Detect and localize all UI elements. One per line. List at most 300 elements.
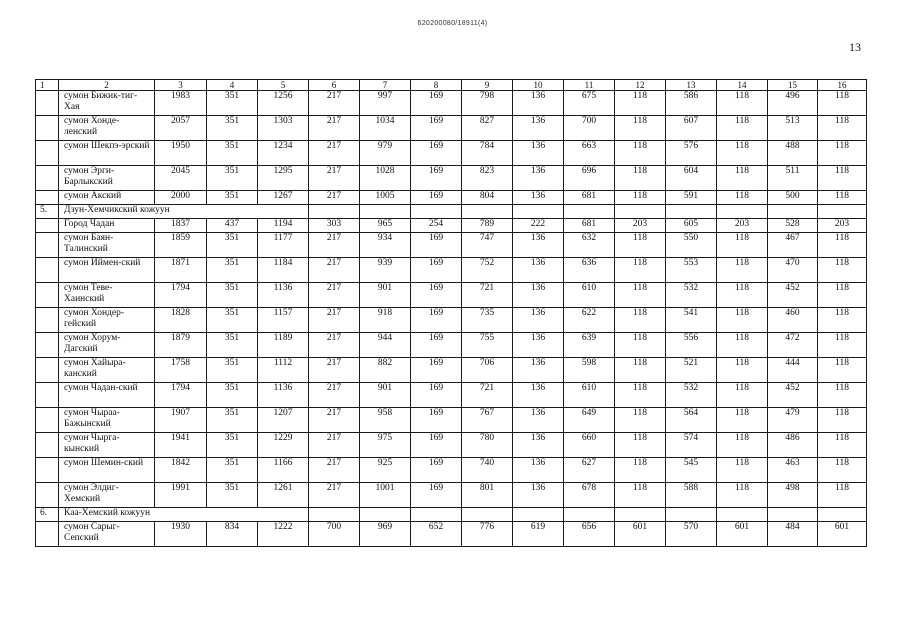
value-cell: 169 <box>411 358 462 383</box>
value-cell: 939 <box>360 258 411 283</box>
value-cell: 169 <box>411 383 462 408</box>
empty-cell <box>615 508 666 522</box>
empty-cell <box>462 205 513 219</box>
value-cell: 574 <box>666 433 717 458</box>
value-cell: 1194 <box>258 219 309 233</box>
table-row <box>36 483 867 508</box>
value-cell: 752 <box>462 258 513 283</box>
empty-cell <box>309 508 360 522</box>
value-cell: 541 <box>666 308 717 333</box>
value-cell: 1758 <box>155 358 207 383</box>
table-row <box>36 383 867 408</box>
value-cell: 678 <box>564 483 615 508</box>
value-cell: 118 <box>717 91 768 116</box>
value-cell: 118 <box>818 191 867 205</box>
column-header: 14 <box>717 80 768 91</box>
value-cell: 1112 <box>258 358 309 383</box>
table-row <box>36 191 867 205</box>
value-cell: 901 <box>360 383 411 408</box>
column-header: 1 <box>36 80 59 91</box>
row-index-cell <box>36 191 59 205</box>
value-cell: 1950 <box>155 141 207 166</box>
value-cell: 118 <box>717 308 768 333</box>
value-cell: 217 <box>309 358 360 383</box>
value-cell: 1941 <box>155 433 207 458</box>
value-cell: 136 <box>513 166 564 191</box>
value-cell: 660 <box>564 433 615 458</box>
value-cell: 217 <box>309 308 360 333</box>
value-cell: 118 <box>717 141 768 166</box>
value-cell: 706 <box>462 358 513 383</box>
value-cell: 136 <box>513 141 564 166</box>
value-cell: 1859 <box>155 233 207 258</box>
value-cell: 169 <box>411 233 462 258</box>
value-cell: 649 <box>564 408 615 433</box>
value-cell: 588 <box>666 483 717 508</box>
value-cell: 1842 <box>155 458 207 483</box>
value-cell: 675 <box>564 91 615 116</box>
municipality-name: сумон Хонде-ленский <box>59 116 155 141</box>
value-cell: 601 <box>615 522 666 547</box>
value-cell: 351 <box>207 283 258 308</box>
value-cell: 136 <box>513 408 564 433</box>
value-cell: 1136 <box>258 383 309 408</box>
value-cell: 1034 <box>360 116 411 141</box>
row-index-cell <box>36 408 59 433</box>
value-cell: 118 <box>615 91 666 116</box>
value-cell: 545 <box>666 458 717 483</box>
empty-cell <box>360 508 411 522</box>
row-index-cell <box>36 308 59 333</box>
value-cell: 827 <box>462 116 513 141</box>
empty-cell <box>818 508 867 522</box>
header-row <box>36 80 867 91</box>
value-cell: 532 <box>666 383 717 408</box>
value-cell: 1261 <box>258 483 309 508</box>
empty-cell <box>360 205 411 219</box>
row-index-cell <box>36 91 59 116</box>
table-row <box>36 458 867 483</box>
value-cell: 136 <box>513 458 564 483</box>
table-row <box>36 258 867 283</box>
value-cell: 217 <box>309 258 360 283</box>
value-cell: 118 <box>615 483 666 508</box>
value-cell: 636 <box>564 258 615 283</box>
value-cell: 169 <box>411 191 462 205</box>
value-cell: 2000 <box>155 191 207 205</box>
column-header: 13 <box>666 80 717 91</box>
value-cell: 351 <box>207 233 258 258</box>
value-cell: 1005 <box>360 191 411 205</box>
municipality-name: сумон Иймен-ский <box>59 258 155 283</box>
value-cell: 934 <box>360 233 411 258</box>
value-cell: 958 <box>360 408 411 433</box>
empty-cell <box>818 205 867 219</box>
value-cell: 118 <box>818 408 867 433</box>
value-cell: 217 <box>309 333 360 358</box>
value-cell: 619 <box>513 522 564 547</box>
municipality-name: сумон Хондер-гейский <box>59 308 155 333</box>
value-cell: 118 <box>615 358 666 383</box>
value-cell: 500 <box>768 191 818 205</box>
value-cell: 136 <box>513 483 564 508</box>
table-row <box>36 116 867 141</box>
value-cell: 351 <box>207 433 258 458</box>
empty-cell <box>717 205 768 219</box>
empty-cell <box>564 205 615 219</box>
value-cell: 1794 <box>155 283 207 308</box>
empty-cell <box>717 508 768 522</box>
value-cell: 1267 <box>258 191 309 205</box>
empty-cell <box>615 205 666 219</box>
value-cell: 622 <box>564 308 615 333</box>
table-row <box>36 166 867 191</box>
municipality-name: сумон Эрги-Барлыкский <box>59 166 155 191</box>
value-cell: 118 <box>615 333 666 358</box>
value-cell: 513 <box>768 116 818 141</box>
empty-cell <box>411 205 462 219</box>
municipality-name: сумон Акский <box>59 191 155 205</box>
value-cell: 118 <box>717 116 768 141</box>
value-cell: 118 <box>717 483 768 508</box>
value-cell: 632 <box>564 233 615 258</box>
value-cell: 351 <box>207 141 258 166</box>
value-cell: 118 <box>717 408 768 433</box>
column-header: 10 <box>513 80 564 91</box>
section-index: 6. <box>36 508 59 522</box>
value-cell: 601 <box>717 522 768 547</box>
value-cell: 901 <box>360 283 411 308</box>
value-cell: 528 <box>768 219 818 233</box>
value-cell: 498 <box>768 483 818 508</box>
value-cell: 136 <box>513 233 564 258</box>
value-cell: 169 <box>411 91 462 116</box>
value-cell: 556 <box>666 333 717 358</box>
value-cell: 965 <box>360 219 411 233</box>
value-cell: 882 <box>360 358 411 383</box>
value-cell: 169 <box>411 166 462 191</box>
column-header: 2 <box>59 80 155 91</box>
value-cell: 467 <box>768 233 818 258</box>
value-cell: 696 <box>564 166 615 191</box>
municipality-name: сумон Теве-Хаинский <box>59 283 155 308</box>
value-cell: 639 <box>564 333 615 358</box>
value-cell: 118 <box>615 433 666 458</box>
value-cell: 755 <box>462 333 513 358</box>
value-cell: 203 <box>615 219 666 233</box>
municipality-name: сумон Чадан-ский <box>59 383 155 408</box>
municipality-name: сумон Бижик-тиг-Хая <box>59 91 155 116</box>
value-cell: 118 <box>818 116 867 141</box>
row-index-cell <box>36 141 59 166</box>
empty-cell <box>768 508 818 522</box>
value-cell: 700 <box>309 522 360 547</box>
value-cell: 479 <box>768 408 818 433</box>
value-cell: 118 <box>818 433 867 458</box>
row-index-cell <box>36 358 59 383</box>
value-cell: 1837 <box>155 219 207 233</box>
value-cell: 217 <box>309 141 360 166</box>
value-cell: 452 <box>768 383 818 408</box>
value-cell: 351 <box>207 383 258 408</box>
value-cell: 700 <box>564 116 615 141</box>
value-cell: 118 <box>717 333 768 358</box>
column-header: 15 <box>768 80 818 91</box>
value-cell: 735 <box>462 308 513 333</box>
value-cell: 472 <box>768 333 818 358</box>
value-cell: 553 <box>666 258 717 283</box>
value-cell: 607 <box>666 116 717 141</box>
value-cell: 217 <box>309 383 360 408</box>
section-name: Дзун-Хемчикский кожуун <box>59 205 309 219</box>
row-index-cell <box>36 333 59 358</box>
value-cell: 776 <box>462 522 513 547</box>
value-cell: 169 <box>411 116 462 141</box>
column-header: 5 <box>258 80 309 91</box>
value-cell: 610 <box>564 383 615 408</box>
value-cell: 118 <box>818 283 867 308</box>
value-cell: 652 <box>411 522 462 547</box>
value-cell: 118 <box>818 141 867 166</box>
municipality-name: сумон Шемин-ский <box>59 458 155 483</box>
value-cell: 351 <box>207 258 258 283</box>
value-cell: 118 <box>717 458 768 483</box>
row-index-cell <box>36 458 59 483</box>
value-cell: 136 <box>513 283 564 308</box>
table-row <box>36 408 867 433</box>
row-index-cell <box>36 233 59 258</box>
value-cell: 918 <box>360 308 411 333</box>
section-row <box>36 508 867 522</box>
empty-cell <box>411 508 462 522</box>
value-cell: 351 <box>207 191 258 205</box>
value-cell: 2057 <box>155 116 207 141</box>
value-cell: 136 <box>513 258 564 283</box>
value-cell: 169 <box>411 308 462 333</box>
value-cell: 550 <box>666 233 717 258</box>
value-cell: 721 <box>462 383 513 408</box>
value-cell: 780 <box>462 433 513 458</box>
table-row <box>36 219 867 233</box>
value-cell: 303 <box>309 219 360 233</box>
section-name: Каа-Хемский кожуун <box>59 508 309 522</box>
value-cell: 118 <box>615 191 666 205</box>
value-cell: 1028 <box>360 166 411 191</box>
value-cell: 1166 <box>258 458 309 483</box>
empty-cell <box>309 205 360 219</box>
value-cell: 1189 <box>258 333 309 358</box>
value-cell: 598 <box>564 358 615 383</box>
value-cell: 217 <box>309 233 360 258</box>
row-index-cell <box>36 522 59 547</box>
value-cell: 118 <box>717 258 768 283</box>
table-row <box>36 433 867 458</box>
value-cell: 747 <box>462 233 513 258</box>
empty-cell <box>666 508 717 522</box>
value-cell: 1229 <box>258 433 309 458</box>
value-cell: 834 <box>207 522 258 547</box>
value-cell: 1136 <box>258 283 309 308</box>
data-table <box>35 79 867 547</box>
value-cell: 118 <box>615 383 666 408</box>
value-cell: 136 <box>513 383 564 408</box>
empty-cell <box>513 508 564 522</box>
value-cell: 604 <box>666 166 717 191</box>
value-cell: 118 <box>615 258 666 283</box>
value-cell: 610 <box>564 283 615 308</box>
value-cell: 118 <box>818 383 867 408</box>
value-cell: 169 <box>411 408 462 433</box>
value-cell: 169 <box>411 258 462 283</box>
municipality-name: Город Чадан <box>59 219 155 233</box>
value-cell: 351 <box>207 91 258 116</box>
value-cell: 1234 <box>258 141 309 166</box>
value-cell: 969 <box>360 522 411 547</box>
value-cell: 570 <box>666 522 717 547</box>
value-cell: 118 <box>615 141 666 166</box>
section-index: 5. <box>36 205 59 219</box>
column-header: 8 <box>411 80 462 91</box>
value-cell: 169 <box>411 458 462 483</box>
value-cell: 118 <box>615 458 666 483</box>
value-cell: 118 <box>615 408 666 433</box>
value-cell: 1983 <box>155 91 207 116</box>
value-cell: 564 <box>666 408 717 433</box>
empty-cell <box>768 205 818 219</box>
value-cell: 217 <box>309 116 360 141</box>
value-cell: 118 <box>615 166 666 191</box>
value-cell: 767 <box>462 408 513 433</box>
value-cell: 351 <box>207 358 258 383</box>
value-cell: 1828 <box>155 308 207 333</box>
value-cell: 118 <box>615 308 666 333</box>
column-header: 11 <box>564 80 615 91</box>
value-cell: 118 <box>818 458 867 483</box>
value-cell: 975 <box>360 433 411 458</box>
table-row <box>36 308 867 333</box>
value-cell: 118 <box>818 166 867 191</box>
value-cell: 460 <box>768 308 818 333</box>
value-cell: 804 <box>462 191 513 205</box>
column-header: 4 <box>207 80 258 91</box>
value-cell: 663 <box>564 141 615 166</box>
value-cell: 118 <box>717 433 768 458</box>
municipality-name: сумон Чырга-кынский <box>59 433 155 458</box>
value-cell: 627 <box>564 458 615 483</box>
value-cell: 136 <box>513 358 564 383</box>
value-cell: 1295 <box>258 166 309 191</box>
municipality-name: сумон Чыраа-Бажынский <box>59 408 155 433</box>
value-cell: 136 <box>513 433 564 458</box>
value-cell: 254 <box>411 219 462 233</box>
value-cell: 681 <box>564 191 615 205</box>
value-cell: 740 <box>462 458 513 483</box>
value-cell: 118 <box>818 91 867 116</box>
table-row <box>36 283 867 308</box>
value-cell: 1222 <box>258 522 309 547</box>
value-cell: 1871 <box>155 258 207 283</box>
value-cell: 169 <box>411 333 462 358</box>
value-cell: 470 <box>768 258 818 283</box>
value-cell: 169 <box>411 283 462 308</box>
row-index-cell <box>36 283 59 308</box>
value-cell: 136 <box>513 116 564 141</box>
value-cell: 118 <box>717 233 768 258</box>
column-header: 9 <box>462 80 513 91</box>
value-cell: 2045 <box>155 166 207 191</box>
value-cell: 118 <box>615 233 666 258</box>
value-cell: 169 <box>411 483 462 508</box>
row-index-cell <box>36 258 59 283</box>
column-header: 16 <box>818 80 867 91</box>
value-cell: 118 <box>717 191 768 205</box>
value-cell: 1879 <box>155 333 207 358</box>
value-cell: 351 <box>207 333 258 358</box>
section-row <box>36 205 867 219</box>
value-cell: 351 <box>207 308 258 333</box>
empty-cell <box>462 508 513 522</box>
value-cell: 798 <box>462 91 513 116</box>
value-cell: 1930 <box>155 522 207 547</box>
value-cell: 823 <box>462 166 513 191</box>
value-cell: 784 <box>462 141 513 166</box>
value-cell: 169 <box>411 433 462 458</box>
row-index-cell <box>36 433 59 458</box>
value-cell: 521 <box>666 358 717 383</box>
municipality-name: сумон Сарыг-Сепский <box>59 522 155 547</box>
value-cell: 1991 <box>155 483 207 508</box>
value-cell: 118 <box>818 483 867 508</box>
value-cell: 217 <box>309 166 360 191</box>
value-cell: 217 <box>309 458 360 483</box>
value-cell: 217 <box>309 283 360 308</box>
municipality-name: сумон Элдиг-Хемский <box>59 483 155 508</box>
value-cell: 118 <box>615 116 666 141</box>
value-cell: 681 <box>564 219 615 233</box>
value-cell: 136 <box>513 308 564 333</box>
empty-cell <box>564 508 615 522</box>
column-header: 12 <box>615 80 666 91</box>
value-cell: 1303 <box>258 116 309 141</box>
value-cell: 452 <box>768 283 818 308</box>
value-cell: 1907 <box>155 408 207 433</box>
value-cell: 576 <box>666 141 717 166</box>
table-body <box>36 80 867 547</box>
value-cell: 118 <box>717 358 768 383</box>
value-cell: 944 <box>360 333 411 358</box>
value-cell: 605 <box>666 219 717 233</box>
row-index-cell <box>36 116 59 141</box>
value-cell: 222 <box>513 219 564 233</box>
value-cell: 136 <box>513 191 564 205</box>
value-cell: 351 <box>207 166 258 191</box>
municipality-name: сумон Баян-Талинский <box>59 233 155 258</box>
value-cell: 486 <box>768 433 818 458</box>
value-cell: 1794 <box>155 383 207 408</box>
value-cell: 118 <box>818 333 867 358</box>
value-cell: 118 <box>818 358 867 383</box>
value-cell: 217 <box>309 408 360 433</box>
value-cell: 1207 <box>258 408 309 433</box>
value-cell: 217 <box>309 191 360 205</box>
value-cell: 169 <box>411 141 462 166</box>
value-cell: 801 <box>462 483 513 508</box>
municipality-name: сумон Хорум-Дагский <box>59 333 155 358</box>
municipality-name: сумон Шекпэ-эрский <box>59 141 155 166</box>
value-cell: 351 <box>207 483 258 508</box>
value-cell: 136 <box>513 333 564 358</box>
value-cell: 1001 <box>360 483 411 508</box>
